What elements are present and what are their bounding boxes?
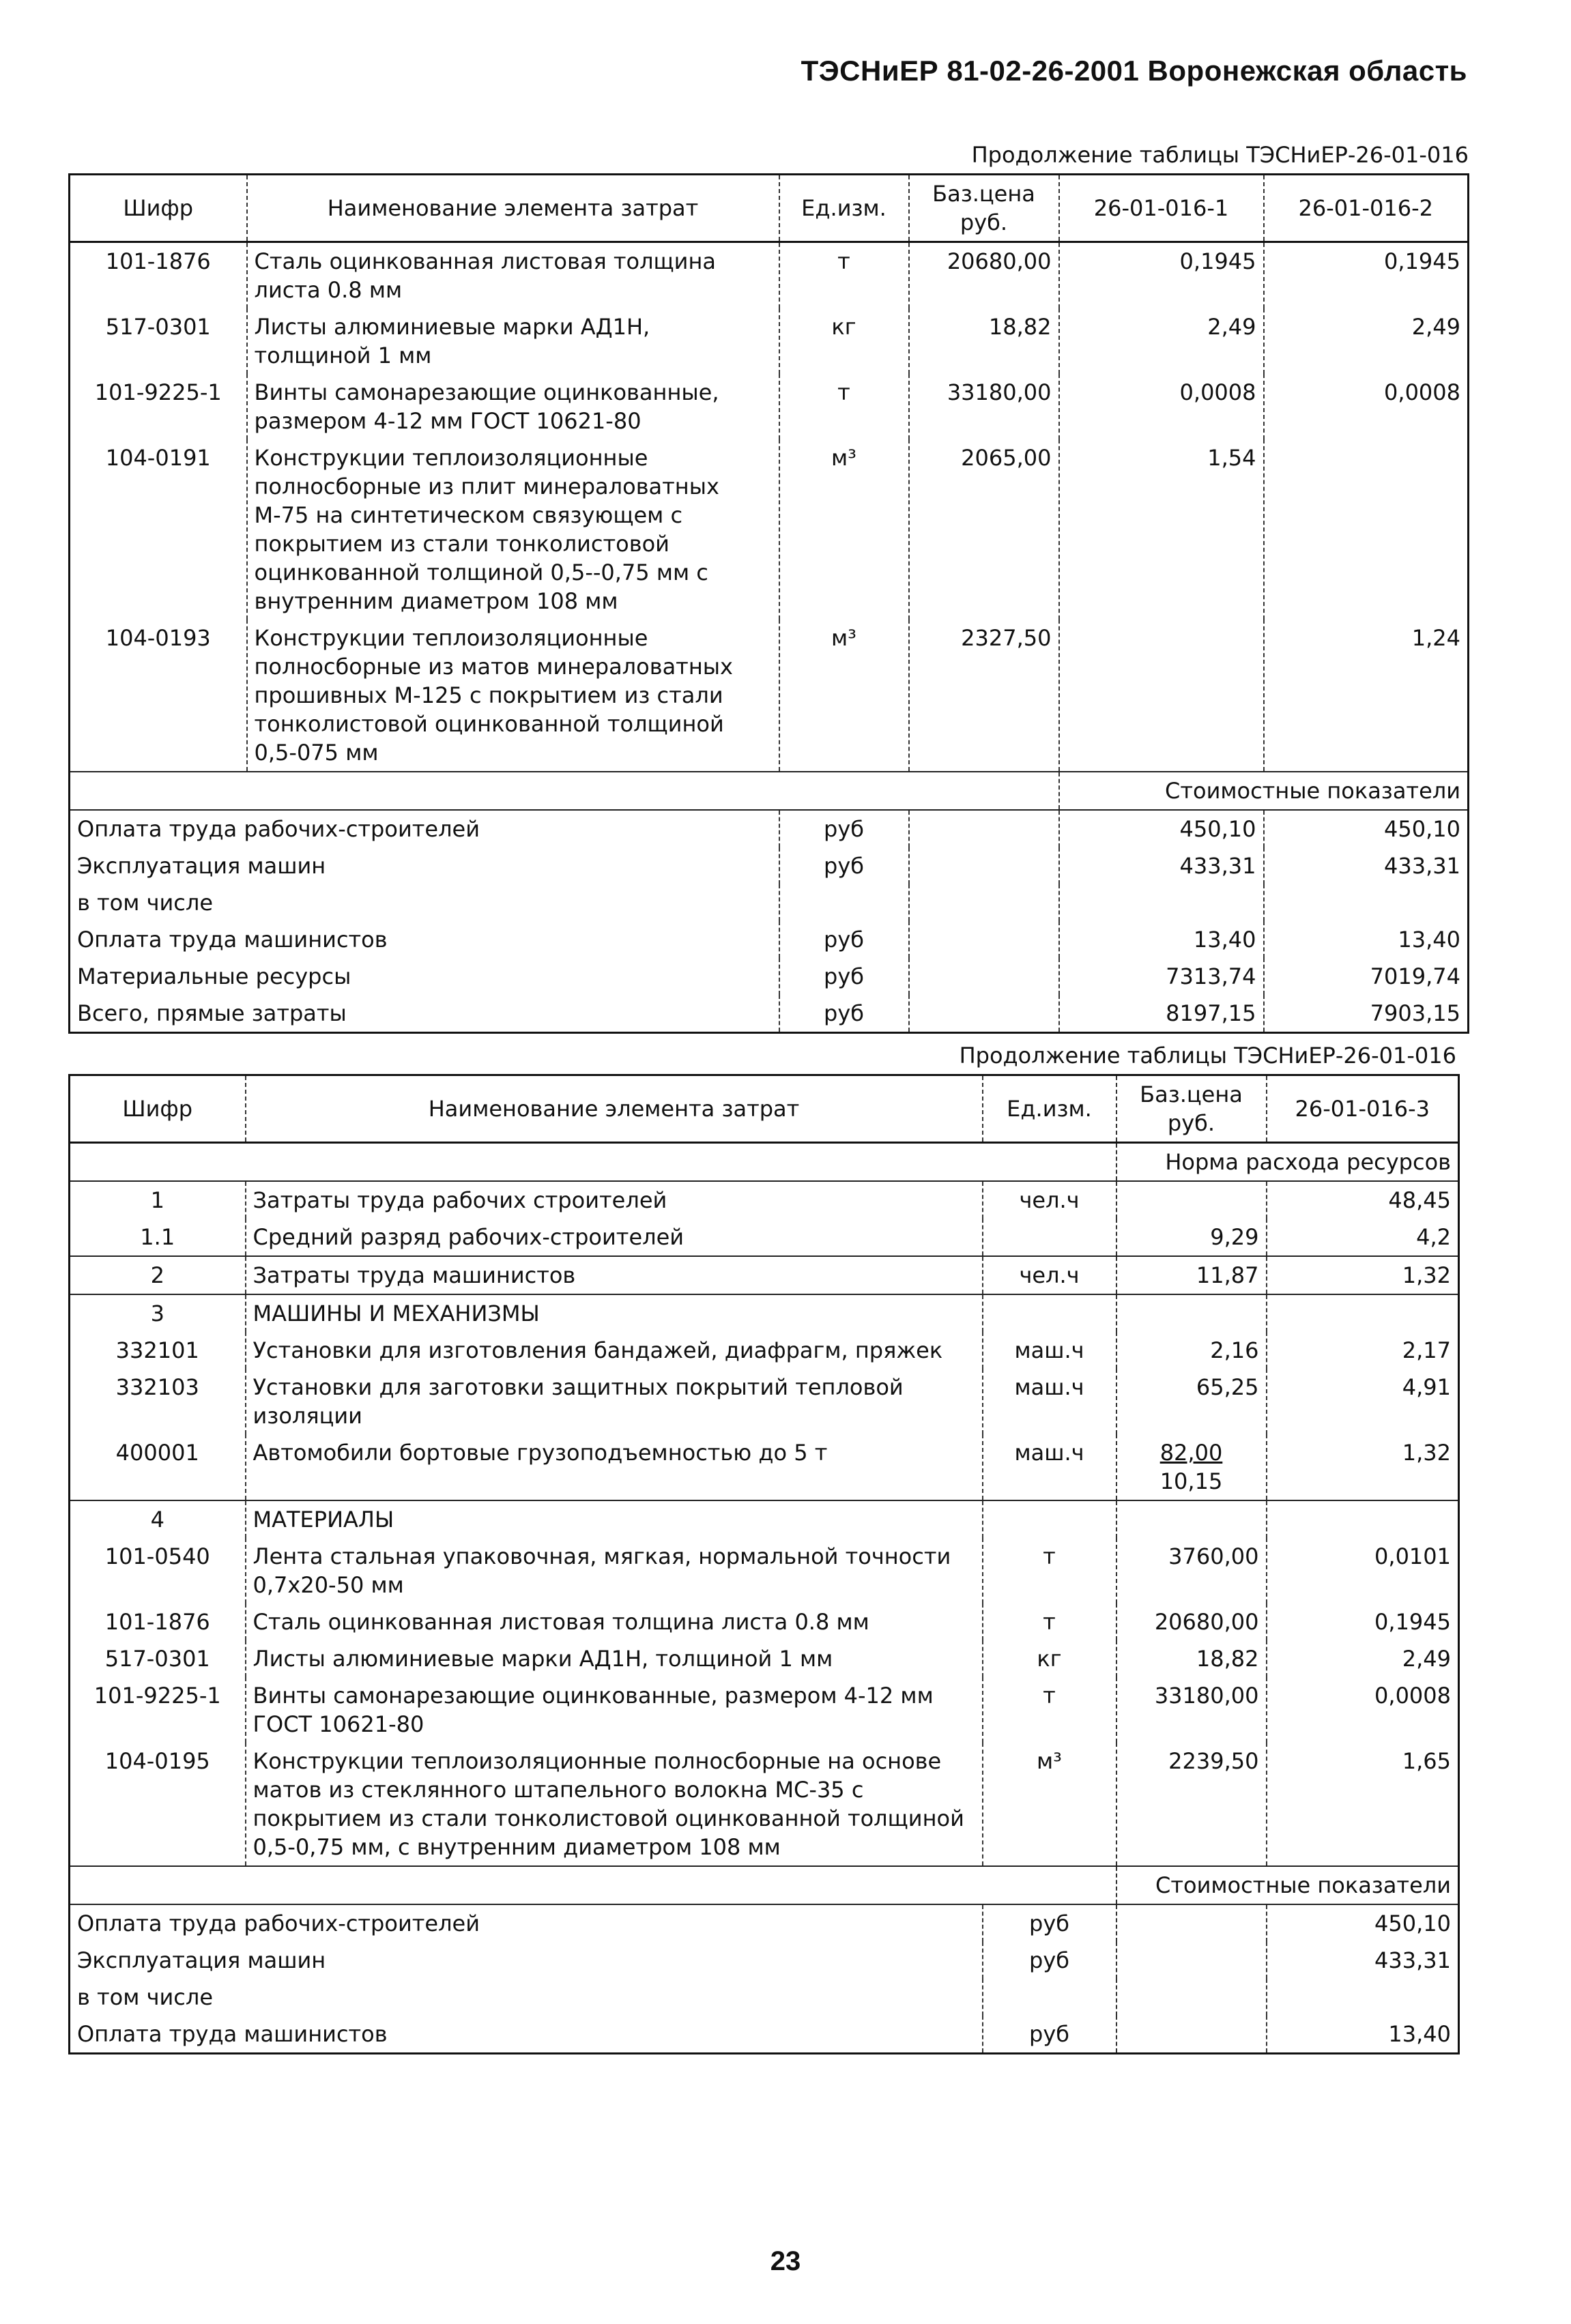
cell-code: 332103 — [70, 1369, 246, 1434]
cell-variant-2: 1,24 — [1264, 620, 1469, 772]
table-row — [70, 439, 1469, 620]
col-header-code: Шифр — [70, 1075, 246, 1143]
cell-variant-2 — [1264, 439, 1469, 620]
cell-variant-1: 0,0008 — [1059, 374, 1264, 439]
col-header-variant-1: 26-01-016-1 — [1059, 175, 1264, 242]
cost-row — [70, 1904, 1459, 1942]
cell-variant-3: 2,17 — [1267, 1332, 1459, 1369]
cell-price — [1116, 1434, 1267, 1500]
cell-code: 104-0191 — [70, 439, 247, 620]
cost-price-empty — [1116, 2016, 1267, 2054]
table-row — [70, 1538, 1459, 1603]
cell-unit: кг — [779, 308, 909, 374]
col-header-name: Наименование элемента затрат — [247, 175, 779, 242]
cell-variant-3: 1,65 — [1267, 1743, 1459, 1866]
cell-variant-1: 0,1945 — [1059, 242, 1264, 309]
cell-code: 104-0195 — [70, 1743, 246, 1866]
cost-variant-2: 433,31 — [1264, 847, 1469, 884]
cell-unit: т — [779, 242, 909, 309]
cell-price — [1116, 1181, 1267, 1219]
cost-variant-1: 7313,74 — [1059, 958, 1264, 995]
cell-variant-2: 0,0008 — [1264, 374, 1469, 439]
cell-name: Автомобили бортовые грузоподъемностью до 5 т — [246, 1434, 983, 1500]
cell-variant-1 — [1059, 620, 1264, 772]
cost-indicators-header: Стоимостные показатели — [1059, 772, 1469, 810]
cell-unit — [983, 1500, 1116, 1538]
cost-unit — [779, 884, 909, 921]
cost-price-empty — [909, 921, 1059, 958]
cell-name: Средний разряд рабочих-строителей — [246, 1219, 983, 1256]
cost-variant-2: 7019,74 — [1264, 958, 1469, 995]
cost-label: Эксплуатация машин — [70, 1942, 983, 1979]
cell-price: 20680,00 — [1116, 1603, 1267, 1640]
col-header-code: Шифр — [70, 175, 247, 242]
cell-variant-3: 0,0101 — [1267, 1538, 1459, 1603]
cell-price — [1116, 1294, 1267, 1332]
cell-price: 3760,00 — [1116, 1538, 1267, 1603]
table2-caption: Продолжение таблицы ТЭСНиЕР-26-01-016 — [959, 1043, 1456, 1069]
table-row — [70, 1640, 1459, 1677]
cost-label: Оплата труда рабочих-строителей — [70, 1904, 983, 1942]
cost-variant-1 — [1059, 884, 1264, 921]
table2-header-row — [70, 1075, 1459, 1143]
cost-variant-3: 13,40 — [1267, 2016, 1459, 2054]
cost-label: Материальные ресурсы — [70, 958, 779, 995]
table-row — [70, 1369, 1459, 1434]
table-row — [70, 308, 1469, 374]
cell-name: Сталь оцинкованная листовая толщина листа 0.8 мм — [246, 1603, 983, 1640]
table-row — [70, 242, 1469, 309]
cell-code: 101-9225-1 — [70, 374, 247, 439]
cost-unit — [983, 1979, 1116, 2016]
norm-header-row — [70, 1143, 1459, 1182]
cost-label: в том числе — [70, 884, 779, 921]
cell-name: Лента стальная упаковочная, мягкая, нормальной точности 0,7х20-50 мм — [246, 1538, 983, 1603]
col-header-variant-3: 26-01-016-3 — [1267, 1075, 1459, 1143]
cost-variant-2: 7903,15 — [1264, 995, 1469, 1033]
price-numerator: 82,00 — [1159, 1440, 1223, 1466]
cell-variant-2: 0,1945 — [1264, 242, 1469, 309]
cost-variant-2: 13,40 — [1264, 921, 1469, 958]
cell-price: 65,25 — [1116, 1369, 1267, 1434]
table-row — [70, 374, 1469, 439]
cell-variant-3: 4,91 — [1267, 1369, 1459, 1434]
cell-name: Установки для изготовления бандажей, диафрагм, пряжек — [246, 1332, 983, 1369]
table-row — [70, 1181, 1459, 1219]
cell-name: Конструкции теплоизоляционные полносборные из матов минераловатных прошивных М-125 с покрытием из стали тонколистовой оцинкованной толщиной 0,5-075 мм — [247, 620, 779, 772]
table-row — [70, 1219, 1459, 1256]
table-row — [70, 1743, 1459, 1866]
cell-name: МАТЕРИАЛЫ — [246, 1500, 983, 1538]
cost-variant-1: 450,10 — [1059, 810, 1264, 847]
cell-name: Установки для заготовки защитных покрытий тепловой изоляции — [246, 1369, 983, 1434]
col-header-price: Баз.цена руб. — [909, 175, 1059, 242]
cell-unit: м³ — [983, 1743, 1116, 1866]
cell-variant-1: 1,54 — [1059, 439, 1264, 620]
cell-code: 2 — [70, 1256, 246, 1294]
cell-unit: м³ — [779, 620, 909, 772]
cell-unit — [983, 1219, 1116, 1256]
col-header-unit: Ед.изм. — [983, 1075, 1116, 1143]
cell-code: 4 — [70, 1500, 246, 1538]
cell-variant-3: 1,32 — [1267, 1256, 1459, 1294]
cost-price-empty — [909, 995, 1059, 1033]
cell-unit: маш.ч — [983, 1369, 1116, 1434]
cell-name: Листы алюминиевые марки АД1Н, толщиной 1 мм — [247, 308, 779, 374]
cost-price-empty — [909, 884, 1059, 921]
cell-name: Конструкции теплоизоляционные полносборные из плит минераловатных М-75 на синтетическом связующем с покрытием из стали тонколистовой оцинкованной толщиной 0,5--0,75 мм с внутренним диаметром 108 мм — [247, 439, 779, 620]
cost-variant-3: 433,31 — [1267, 1942, 1459, 1979]
cost-variant-1: 433,31 — [1059, 847, 1264, 884]
cost-price-empty — [909, 847, 1059, 884]
cost-indicators-header-row — [70, 1866, 1459, 1904]
cell-name: Затраты труда рабочих строителей — [246, 1181, 983, 1219]
cell-price: 18,82 — [1116, 1640, 1267, 1677]
cell-price: 2,16 — [1116, 1332, 1267, 1369]
col-header-price: Баз.цена руб. — [1116, 1075, 1267, 1143]
cost-unit: руб — [779, 847, 909, 884]
cost-row — [70, 1979, 1459, 2016]
cell-price: 2239,50 — [1116, 1743, 1267, 1866]
table2 — [68, 1074, 1460, 2054]
table1-caption: Продолжение таблицы ТЭСНиЕР-26-01-016 — [971, 142, 1469, 168]
cell-name: МАШИНЫ И МЕХАНИЗМЫ — [246, 1294, 983, 1332]
cell-unit — [983, 1294, 1116, 1332]
cell-name: Конструкции теплоизоляционные полносборные на основе матов из стеклянного штапельного волокна МС-35 с покрытием из стали тонколистовой оцинкованной толщиной 0,5-0,75 мм, с внутренним диаметром 108 мм — [246, 1743, 983, 1866]
table-row — [70, 1677, 1459, 1743]
col-header-variant-2: 26-01-016-2 — [1264, 175, 1469, 242]
table-row — [70, 1603, 1459, 1640]
cell-code: 400001 — [70, 1434, 246, 1500]
cell-price: 11,87 — [1116, 1256, 1267, 1294]
cell-unit: т — [983, 1538, 1116, 1603]
col-header-name: Наименование элемента затрат — [246, 1075, 983, 1143]
cost-row — [70, 2016, 1459, 2054]
cost-row — [70, 810, 1469, 847]
spacer-cell — [70, 772, 1059, 810]
cost-row — [70, 847, 1469, 884]
cost-indicators-header-row — [70, 772, 1469, 810]
cost-variant-3: 450,10 — [1267, 1904, 1459, 1942]
cell-price — [1116, 1500, 1267, 1538]
cell-variant-2: 2,49 — [1264, 308, 1469, 374]
cell-name: Винты самонарезающие оцинкованные, размером 4-12 мм ГОСТ 10621-80 — [246, 1677, 983, 1743]
cost-label: Оплата труда рабочих-строителей — [70, 810, 779, 847]
cost-row — [70, 884, 1469, 921]
table-row — [70, 1332, 1459, 1369]
cell-price: 20680,00 — [909, 242, 1059, 309]
cost-price-empty — [1116, 1979, 1267, 2016]
cost-label: Оплата труда машинистов — [70, 2016, 983, 2054]
cell-code: 517-0301 — [70, 1640, 246, 1677]
cell-unit: маш.ч — [983, 1434, 1116, 1500]
cell-code: 1 — [70, 1181, 246, 1219]
cost-row — [70, 1942, 1459, 1979]
cell-code: 101-1876 — [70, 1603, 246, 1640]
table1 — [68, 173, 1469, 1034]
cost-label: Всего, прямые затраты — [70, 995, 779, 1033]
cell-unit: кг — [983, 1640, 1116, 1677]
cost-unit: руб — [779, 958, 909, 995]
cell-variant-3 — [1267, 1500, 1459, 1538]
cost-row — [70, 995, 1469, 1033]
cost-indicators-header: Стоимостные показатели — [1116, 1866, 1459, 1904]
cell-variant-3: 1,32 — [1267, 1434, 1459, 1500]
spacer-cell — [70, 1143, 1116, 1182]
cost-unit: руб — [983, 2016, 1116, 2054]
cell-unit: т — [983, 1603, 1116, 1640]
table2-body — [70, 1143, 1459, 2054]
cell-code: 1.1 — [70, 1219, 246, 1256]
cell-variant-3: 0,0008 — [1267, 1677, 1459, 1743]
cell-name: Затраты труда машинистов — [246, 1256, 983, 1294]
cell-variant-3: 2,49 — [1267, 1640, 1459, 1677]
cell-name: Сталь оцинкованная листовая толщина листа 0.8 мм — [247, 242, 779, 309]
spacer-cell — [70, 1866, 1116, 1904]
cell-unit: м³ — [779, 439, 909, 620]
norm-header: Норма расхода ресурсов — [1116, 1143, 1459, 1182]
cost-price-empty — [909, 958, 1059, 995]
cost-label: в том числе — [70, 1979, 983, 2016]
cost-variant-2 — [1264, 884, 1469, 921]
cell-name: Винты самонарезающие оцинкованные, размером 4-12 мм ГОСТ 10621-80 — [247, 374, 779, 439]
cell-unit: чел.ч — [983, 1181, 1116, 1219]
cell-name: Листы алюминиевые марки АД1Н, толщиной 1 мм — [246, 1640, 983, 1677]
cost-row — [70, 921, 1469, 958]
document-header: ТЭСНиЕР 81-02-26-2001 Воронежская область — [801, 55, 1467, 87]
cell-unit: маш.ч — [983, 1332, 1116, 1369]
table1-body — [70, 242, 1469, 1033]
cell-unit: т — [983, 1677, 1116, 1743]
cost-variant-1: 8197,15 — [1059, 995, 1264, 1033]
page-number: 23 — [770, 2246, 801, 2276]
cell-variant-3: 0,1945 — [1267, 1603, 1459, 1640]
price-denominator: 10,15 — [1159, 1468, 1223, 1494]
cost-label: Эксплуатация машин — [70, 847, 779, 884]
cost-price-empty — [1116, 1904, 1267, 1942]
cost-row — [70, 958, 1469, 995]
cell-code: 104-0193 — [70, 620, 247, 772]
cell-code: 101-1876 — [70, 242, 247, 309]
table-row — [70, 1294, 1459, 1332]
cell-variant-1: 2,49 — [1059, 308, 1264, 374]
col-header-unit: Ед.изм. — [779, 175, 909, 242]
table1-header-row — [70, 175, 1469, 242]
cost-unit: руб — [983, 1904, 1116, 1942]
cost-unit: руб — [779, 995, 909, 1033]
cost-price-empty — [1116, 1942, 1267, 1979]
table-row — [70, 620, 1469, 772]
cell-unit: чел.ч — [983, 1256, 1116, 1294]
table-row — [70, 1434, 1459, 1500]
cost-label: Оплата труда машинистов — [70, 921, 779, 958]
cell-price: 2327,50 — [909, 620, 1059, 772]
cell-price: 9,29 — [1116, 1219, 1267, 1256]
cell-code: 3 — [70, 1294, 246, 1332]
cell-price: 33180,00 — [1116, 1677, 1267, 1743]
cell-variant-3: 48,45 — [1267, 1181, 1459, 1219]
cell-price: 18,82 — [909, 308, 1059, 374]
cell-variant-3 — [1267, 1294, 1459, 1332]
cell-variant-3: 4,2 — [1267, 1219, 1459, 1256]
cell-code: 101-0540 — [70, 1538, 246, 1603]
cost-unit: руб — [983, 1942, 1116, 1979]
table-row — [70, 1500, 1459, 1538]
cell-code: 517-0301 — [70, 308, 247, 374]
cell-code: 332101 — [70, 1332, 246, 1369]
cost-unit: руб — [779, 810, 909, 847]
cell-price: 33180,00 — [909, 374, 1059, 439]
cell-unit: т — [779, 374, 909, 439]
cost-price-empty — [909, 810, 1059, 847]
cell-code: 101-9225-1 — [70, 1677, 246, 1743]
cost-variant-1: 13,40 — [1059, 921, 1264, 958]
cost-variant-2: 450,10 — [1264, 810, 1469, 847]
cost-unit: руб — [779, 921, 909, 958]
table-row — [70, 1256, 1459, 1294]
cost-variant-3 — [1267, 1979, 1459, 2016]
cell-price: 2065,00 — [909, 439, 1059, 620]
